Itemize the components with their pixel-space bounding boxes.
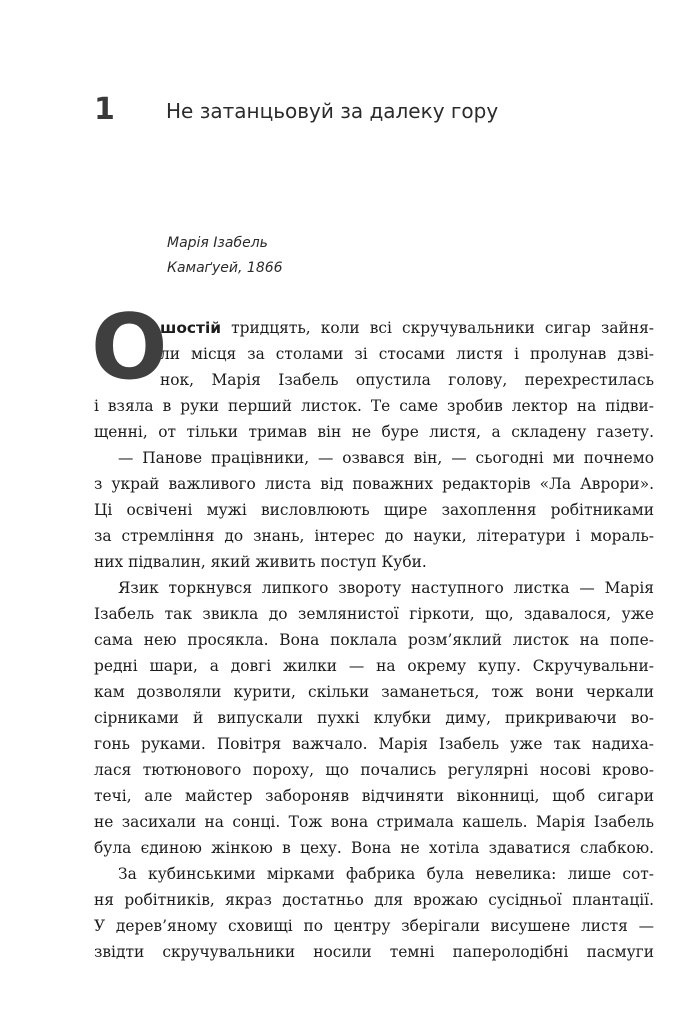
text-line: редні шари, а довгі жилки — на окрему купу. Скручувальни- (94, 657, 654, 675)
text-line: з украй важливого листа від поважних редакторів «Ла Аврори». (94, 475, 654, 493)
epigraph (167, 231, 283, 281)
text-line: не засихали на сонці. Тож вона стримала кашель. Марія Ізабель (94, 813, 654, 831)
text-line: Язик торкнувся липкого звороту наступного листка — Марія (118, 579, 654, 597)
text-line: сама нею просякла. Вона поклала розм’яклий листок на попе- (94, 631, 654, 649)
text-line: них підвалин, який живить поступ Куби. (94, 553, 427, 571)
text-line: — Панове працівники, — озвався він, — сьогодні ми почнемо (118, 449, 654, 467)
text-line: У дерев’яному сховищі по центру зберігали висушене листя — (94, 917, 654, 935)
text-line: сірниками й випускали пухкі клубки диму, прикриваючи во- (94, 709, 654, 727)
chapter-title: Не затанцьовуй за далеку гору (166, 99, 499, 123)
text-line: Ці освічені мужі висловлюють щире захоплення робітниками (94, 501, 654, 519)
text-line: За кубинськими мірками фабрика була невелика: лише сот- (118, 865, 654, 883)
text-line: гонь руками. Повітря важчало. Марія Ізабель уже так надиха- (94, 735, 654, 753)
epigraph-place-year: Камаґуей, 1866 (167, 260, 283, 276)
text-line: течі, але майстер забороняв відчиняти віконниці, щоб сигари (94, 787, 654, 805)
text-line: кам дозволяли курити, скільки заманеться, тож вони черкали (94, 683, 654, 701)
text-line: Ізабель так звикла до землянистої гіркоти, що, здавалося, уже (94, 605, 654, 623)
text-line (94, 315, 654, 341)
text-line: за стремління до знань, інтерес до науки, літератури і мораль- (94, 527, 654, 545)
text-line: і взяла в руки перший листок. Те саме зробив лектор на підви- (94, 397, 654, 415)
text-line: звідти скручувальники носили темні паперолодібні пасмуги (94, 943, 654, 961)
lead-word: шостій (160, 319, 222, 337)
text-line: ня робітників, якраз достатньо для врожаю сусідньої плантації. (94, 891, 654, 909)
text-line-rest: тридцять, коли всі скручувальники сигар зайня- (221, 319, 654, 337)
text-line: лася тютюнового пороху, що почались регулярні носові крово- (94, 761, 654, 779)
epigraph-name: Марія Ізабель (167, 235, 268, 251)
body-text (91, 295, 654, 965)
drop-cap: О (91, 295, 168, 400)
text-line: нок, Марія Ізабель опустила голову, перехрестилась (160, 371, 654, 389)
text-line: ли місця за столами зі стосами листя і пролунав дзві- (160, 345, 654, 363)
text-line: була єдиною жінкою в цеху. Вона не хотіла здаватися слабкою. (94, 839, 654, 857)
text-line: щенні, от тільки тримав він не буре листя, а складену газету. (94, 423, 654, 441)
chapter-number: 1 (94, 92, 115, 127)
